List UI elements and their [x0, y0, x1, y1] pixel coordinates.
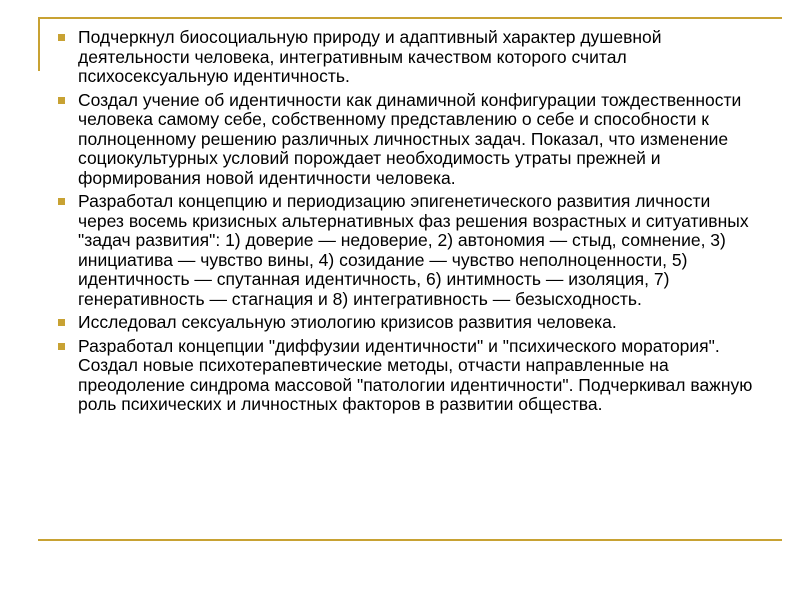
bullet-item-5 — [54, 337, 754, 415]
square-bullet-icon — [58, 34, 65, 41]
bullet-text-3: Разработал концепцию и периодизацию эпигенетического развития личности через восемь кризисных альтернативных фаз решения возрастных и ситуативных "задач развития": 1) доверие — недоверие, 2) автономия — стыд, сомнение, 3) инициатива — чувство вины, 4) созидание — чувство неполноценности, 5) идентичность — спутанная идентичность, 6) интимность — изоляция, 7) генеративность — стагнация и 8) интегративность — безысходность. — [78, 191, 749, 309]
bullet-text-1: Подчеркнул биосоциальную природу и адаптивный характер душевной деятельности человека, интегративным качеством которого считал психосексуальную идентичность. — [78, 27, 662, 86]
square-bullet-icon — [58, 319, 65, 326]
square-bullet-icon — [58, 343, 65, 350]
bullet-item-4 — [54, 313, 754, 333]
top-divider-line — [38, 17, 782, 19]
bottom-divider-line — [38, 539, 782, 541]
bullet-item-3 — [54, 192, 754, 309]
bullet-text-4: Исследовал сексуальную этиологию кризисов развития человека. — [78, 312, 617, 332]
square-bullet-icon — [58, 198, 65, 205]
bullet-text-2: Создал учение об идентичности как динамичной конфигурации тождественности человека самому себе, собственному представлению о себе и способности к полноценному решению различных личностных задач. Показал, что изменение социокультурных условий порождает необходимость утраты прежней и формирования новой идентичности человека. — [78, 89, 742, 188]
bullet-list — [54, 28, 754, 419]
left-accent-line — [38, 17, 40, 71]
bullet-item-1 — [54, 28, 754, 87]
square-bullet-icon — [58, 97, 65, 104]
bullet-text-5: Разработал концепции "диффузии идентичности" и "психического моратория". Создал новые психотерапевтические методы, отчасти направленные на преодоление синдрома массовой "патологии идентичности". Подчеркивал важную роль психических и личностных факторов в развитии общества. — [78, 335, 753, 414]
bullet-item-2 — [54, 91, 754, 189]
